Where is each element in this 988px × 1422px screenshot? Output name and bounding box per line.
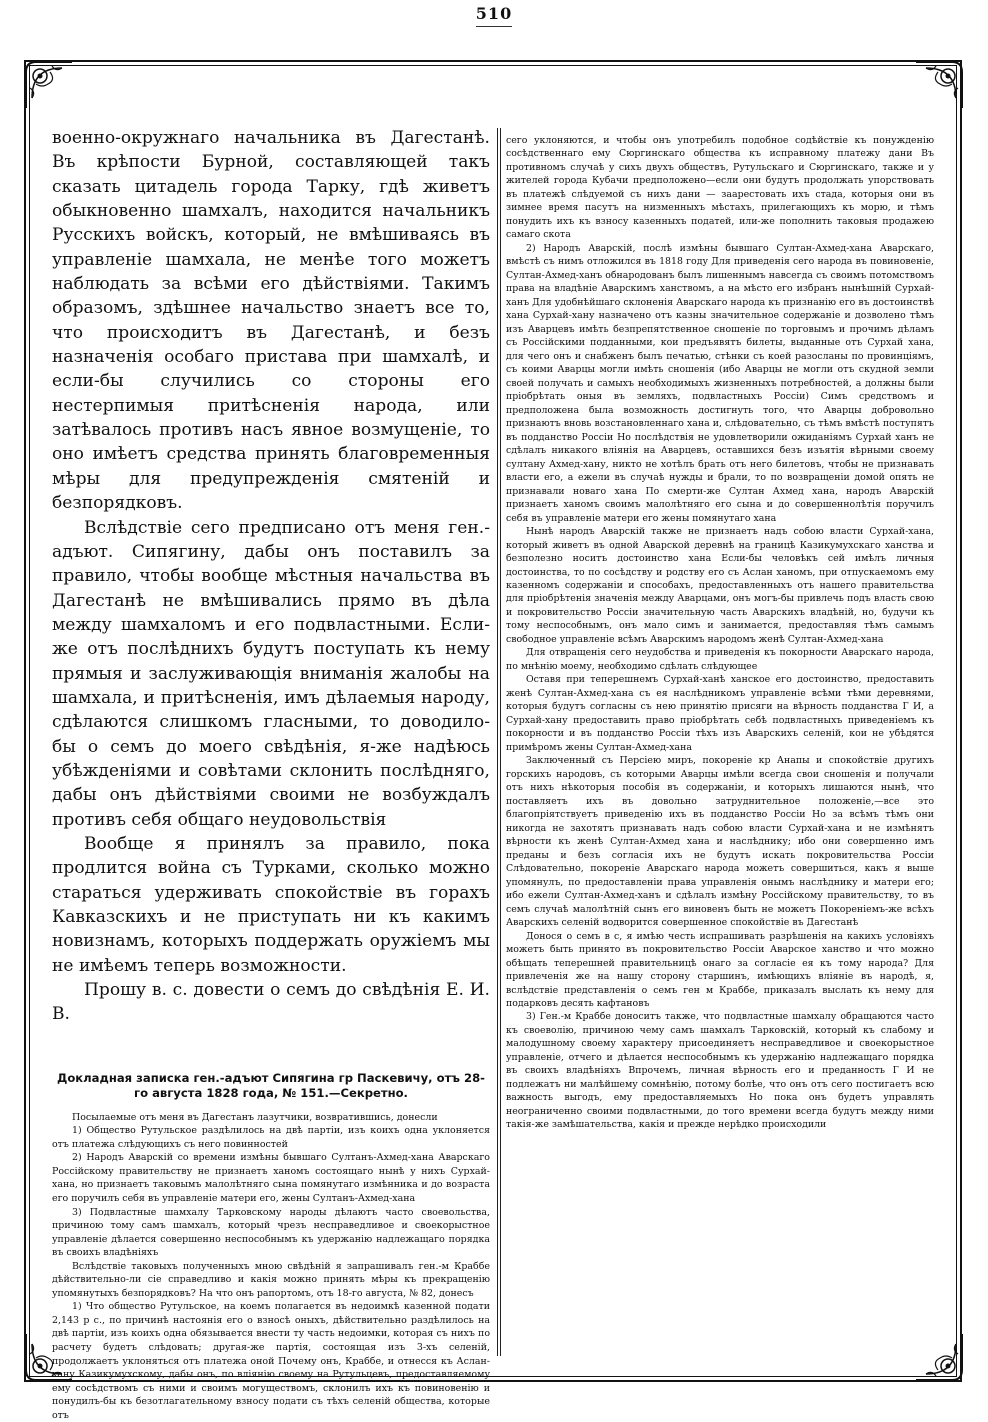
paragraph: 3) Ген.-м Краббе доноситъ также, что подвластные шамхалу обращаются часто къ своеволію, причиною чему самъ шамхалъ Тарковскій, который къ слабому и малодушному своему характеру присоединяетъ несправедливое и своекорыстное управленіе, отчего и дѣлается неспособнымъ къ удержанію надлежащаго порядка въ своихъ владѣніяхъ Впрочемъ, личная вѣрность его и преданность Г И не подлежатъ ни малѣйшему сомнѣнію, потому болѣе, что онъ отъ сего постигаетъ всю важность выгодъ, ему предоставляемыхъ Но пока онъ будетъ управлять неограниченно своими подвластными, до того времени всегда будутъ между ними такія-же замѣшательства, какія и прежде нерѣдко происходили <box>506 1011 934 1131</box>
paragraph: Вслѣдствіе таковыхъ полученныхъ мною свѣдѣній я запрашивалъ ген.-м Краббе дѣйствительно-ли сіе справедливо и какія можно принять мѣры къ прекращенію упомянутыхъ безпорядковъ? На что онъ рапортомъ, отъ 18-го августа, № 82, донесъ <box>52 1260 490 1299</box>
paragraph: Для отвращенія сего неудобства и приведенія къ покорности Аварскаго народа, по мнѣнію моему, необходимо сдѣлать слѣдующее <box>506 647 934 672</box>
paragraph: 2) Народъ Аварскій со времени измѣны бывшаго Султанъ-Ахмед-хана Аварскаго Россійскому правительству не признаетъ ханомъ состоящаго нынѣ у нихъ Сурхай-хана, но признаетъ таковымъ малолѣтняго сына помянутаго измѣнника и до возраста его поручилъ себя въ управленіе матери его, жены Султанъ-Ахмед-хана <box>52 1152 490 1204</box>
paragraph: Донося о семъ в с, я имѣю честь испрашивать разрѣшенія на какихъ условіяхъ можетъ быть принято въ покровительство Россіи Аварское ханство и что можно обѣщать теперешней правительницѣ онаго за согласіе ея къ тому народа? Для привлеченія же на нашу сторону старшинъ, имѣющихъ вліяніе въ народѣ, я, вслѣдствіе представленія о семъ ген м Краббе, приказалъ выслать къ нему для подарковъ десять кафтановъ <box>506 930 934 1009</box>
paragraph: 1) Что общество Рутульское, на коемъ полагается въ недоимкѣ казенной подати 2,143 р с., по причинѣ настоянія его о взносѣ оныхъ, дѣйствительно раздѣлилось на двѣ партіи, изъ коихъ одна обязывается внести ту часть недоимки, которая съ нихъ по расчету будетъ слѣдовать; другая-же партія, состоящая изъ 3-хъ селеній, продолжаетъ уклоняться отъ платежа оной Почему онъ, Краббе, и отнесся къ Аслан-хану Казикумухскому, дабы онъ, по вліянію своему на Рутульцевъ, предоставляемому ему сосѣдствомъ съ ними и своимъ могуществомъ, склонилъ ихъ къ повиновенію и понудилъ-бы къ безотлагательному взносу подати съ тѣхъ селеній общества, которые отъ <box>52 1301 490 1421</box>
paragraph: 2) Народъ Аварскій, послѣ измѣны бывшаго Султан-Ахмед-хана Аварскаго, вмѣстѣ съ нимъ отложился въ 1818 году Для приведенія сего народа въ повиновеніе, Султан-Ахмед-ханъ обнародованъ былъ лишеннымъ навсегда съ своимъ потомствомъ права на владѣніе Аварскимъ ханствомъ, а на мѣсто его избранъ нынѣшній Сурхай-ханъ Для удобнѣйшаго склоненія Аварскаго народа къ признанію его въ достоинствѣ хана Сурхай-хану назначено отъ казны значительное содержаніе и дозволено тѣмъ изъ Аварцевъ имѣть безпрепятственное сношеніе по торговымъ и прочимъ дѣламъ съ Россійскими подданными, кои предъявятъ билеты, выданные отъ Сурхай хана, для чего онъ и снабженъ былъ печатью, стѣнки съ коей разосланы по провинціямъ, съ коими Аварцы могли имѣть сношенія (ибо Аварцы не могли отъ скудной земли своей получать и самыхъ необходимыхъ жизненныхъ потребностей, а должны были пріобрѣтать оныя въ земляхъ, подвластныхъ Россіи) Симъ средствомъ и предположена была возможность достигнуть того, что Аварцы добровольно признаютъ вновь возстановленнаго хана и, слѣдовательно, съ тѣмъ вмѣстѣ поступятъ въ подданство Россіи Но послѣдствія не удовлетворили ожиданіямъ Сурхай ханъ не сдѣлалъ никакого вліянія на Аварцевъ, оставшихся безъ изъятія вѣрными своему султану Ахмед-хану, никто не хотѣлъ брать отъ него билетовъ, чтобы не признавать власти его, а ежели въ случаѣ нужды и брали, то по возвращеніи домой опять не признавали новаго хана По смерти-же Султан Ахмед хана, народъ Аварскій признаетъ ханомъ своимъ малолѣтняго его сына и до совершеннолѣтія поручилъ себя въ управленіе матери его жены помянутаго хана <box>506 242 934 524</box>
right-column <box>506 134 934 1132</box>
report-text-continued <box>506 134 934 1132</box>
letter-text <box>52 126 490 1027</box>
paragraph: Оставя при теперешнемъ Сурхай-ханѣ ханское его достоинство, предоставить женѣ Султан-Ахмед-хана съ ея наслѣдникомъ управленіе всѣми тѣми деревнями, которыя будутъ согласны съ нею принятію присяги на вѣрность подданства Г И, а Сурхай-хану предоставить право пріобрѣтать себѣ подвластныхъ приведеніемъ къ покорности и въ подданство Россіи тѣхъ изъ Аварскихъ селеній, кои не убѣдятся примѣромъ жены Султан-Ахмед-хана <box>506 674 934 753</box>
corner-ornament-icon <box>22 58 76 112</box>
paragraph: 1) Общество Рутульское раздѣлилось на двѣ партіи, изъ коихъ одна уклоняется отъ платежа слѣдующихъ съ него повинностей <box>52 1125 490 1150</box>
report-text <box>52 1111 490 1422</box>
paragraph: Вслѣдствіе сего предписано отъ меня ген.-адъют. Сипягину, дабы онъ поставилъ за правило, чтобы вообще мѣстныя начальства въ Дагестанѣ не вмѣшивались прямо въ дѣла между шамхаломъ и его подвластными. Если-же отъ послѣднихъ будутъ поступать къ нему прямыя и заслуживающія вниманія жалобы на шамхала, и притѣсненія, имъ дѣлаемыя народу, сдѣлаются слишкомъ гласными, то доводило-бы о семъ до моего свѣдѣнія, я-же надѣюсь убѣжденіями и совѣтами склонить послѣдняго, дабы онъ дѣйствіями своими не возбуждалъ противъ себя общаго неудовольствія <box>52 517 490 830</box>
paragraph: 3) Подвластные шамхалу Тарковскому народы дѣлаютъ часто своевольства, причиною тому самъ шамхалъ, который чрезъ несправедливое и своекорыстное управленіе дѣлается совершенно неспособнымъ къ удержанію надлежащаго порядка въ своихъ владѣніяхъ <box>52 1206 490 1259</box>
page-number: 510 <box>475 4 513 23</box>
report-title: Докладная записка ген.-адъют Сипягина гр Паскевичу, отъ 28-го августа 1828 года, № 151.—Секретно. <box>57 1070 485 1100</box>
left-column <box>52 126 490 1422</box>
paragraph: Заключенный съ Персіею миръ, покореніе кр Анапы и спокойствіе другихъ горскихъ народовъ, съ которыми Аварцы имѣли всегда свои сношенія и получали отъ нихъ нѣкоторыя пособія въ содержаніи, и которыхъ лишаются нынѣ, что поставляетъ ихъ въ довольно затруднительное положеніе,—все это благопріятствуетъ приведенію ихъ въ подданство Россіи Но за всѣмъ тѣмъ они никогда не захотятъ признавать надъ собою власти Сурхай-хана и не измѣнятъ вѣрности къ женѣ Султан-Ахмед хана и наслѣднику; ибо они совершенно имъ преданы и безъ согласія ихъ не будутъ искать покровительства Россіи Слѣдовательно, покореніе Аварскаго народа можетъ совершиться, какъ я выше упомянулъ, по предоставленіи права управленія онымъ наслѣднику и матери его; ибо ежели Султан-Ахмед-ханъ и сдѣлалъ измѣну Россійскому правительству, то въ семъ случаѣ малолѣтній сынъ его виновенъ быть не можетъ Покореніемъ-же всѣхъ Аварскихъ селеній водворится совершенное спокойствіе въ Дагестанѣ <box>506 755 934 929</box>
paragraph: Вообще я принялъ за правило, пока продлится война съ Турками, сколько можно стараться удерживать спокойствіе въ горахъ Кавказскихъ и не приступать ни къ какимъ новизнамъ, которыхъ поддержать оружіемъ мы не имѣемъ теперь возможности. <box>52 833 490 976</box>
paragraph: сего уклоняются, и чтобы онъ употребилъ подобное содѣйствіе къ понужденію сосѣдственнаго ему Сюргинскаго общества къ исправному платежу дани Въ противномъ случаѣ у сихъ двухъ обществъ, Рутульскаго и Сюргинскаго, также и у жителей города Кубачи предположено—если они будутъ продолжать упорствовать въ платежѣ слѣдуемой съ нихъ дани — заарестовать ихъ стада, которыя они въ зимнее время пасутъ на низменныхъ мѣстахъ, прилегающихъ къ морю, и тѣмъ понудить ихъ къ взносу казенныхъ податей, или-же пополнить таковыя продажею самаго скота <box>506 135 934 241</box>
paragraph: Посылаемые отъ меня въ Дагестанъ лазутчики, возвратившись, донесли <box>72 1111 438 1123</box>
corner-ornament-icon <box>912 58 966 112</box>
corner-ornament-icon <box>912 1330 966 1384</box>
paragraph: Нынѣ народъ Аварскій также не признаетъ надъ собою власти Сурхай-хана, который живетъ въ одной Аварской деревнѣ на границѣ Казикумухскаго ханства и безполезно носитъ достоинство хана Если-бы человѣкъ сей имѣлъ личныя достоинства, то по сосѣдству и родству его съ Аслан ханомъ, при отпускаемомъ ему казенномъ содержаніи и способахъ, предоставленныхъ отъ нашего правительства для пріобрѣтенія значенія между Аварцами, онъ могъ-бы привлечь подъ власть свою и покровительство Россіи значительную часть Аварскихъ владѣній, но, будучи къ тому неспособнымъ, онъ мало симъ и занимается, предоставляя тѣмъ самымъ свободное управленіе всѣмъ Аварскимъ народомъ женѣ Султан-Ахмед-хана <box>506 526 934 645</box>
page-number-underline <box>476 26 512 27</box>
column-divider <box>497 128 502 1356</box>
paragraph: Прошу в. с. довести о семъ до свѣдѣнія Е. И. В. <box>52 980 490 1025</box>
paragraph: военно-окружнаго начальника въ Дагестанѣ. Въ крѣпости Бурной, составляющей такъ сказать цитадель города Тарку, гдѣ живетъ обыкновенно шамхалъ, находится начальникъ Русскихъ войскъ, который, не вмѣшиваясь въ управленіе шамхала, не менѣе того можетъ наблюдать за всѣми его дѣйствіями. Такимъ образомъ, здѣшнее начальство знаетъ все то, что происходитъ въ Дагестанѣ, и безъ назначенія особаго пристава при шамхалѣ, и если-бы случились со стороны его нестерпимыя притѣсненія народа, или затѣвалось противъ насъ явное возмущеніе, то оно имѣетъ средства принять благовременныя мѣры для предупрежденія смятеній и безпорядковъ. <box>52 128 490 514</box>
